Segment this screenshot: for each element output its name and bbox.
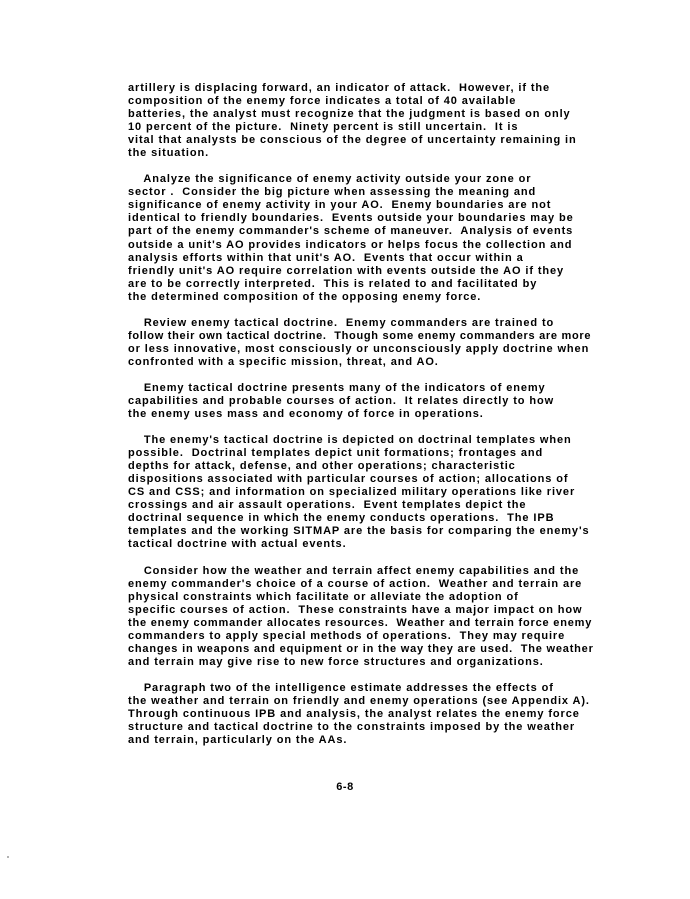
text-line: Enemy tactical doctrine presents many of the indicators of enemy bbox=[128, 381, 546, 394]
text-line: changes in weapons and equipment or in the way they are used. The weather bbox=[128, 642, 594, 655]
text-line: possible. Doctrinal templates depict unit formations; frontages and bbox=[128, 447, 544, 460]
paragraph bbox=[128, 565, 594, 669]
text-line: Paragraph two of the intelligence estimate addresses the effects of bbox=[128, 681, 554, 694]
text-line: confronted with a specific mission, threat, and AO. bbox=[128, 355, 439, 368]
text-line: identical to friendly boundaries. Events outside your boundaries may be bbox=[128, 212, 574, 225]
text-line: The enemy's tactical doctrine is depicted on doctrinal templates when bbox=[128, 434, 572, 447]
text-line: friendly unit's AO require correlation with events outside the AO if they bbox=[128, 264, 565, 277]
text-line: analysis efforts within that unit's AO. Events that occur within a bbox=[128, 251, 524, 264]
text-line: Review enemy tactical doctrine. Enemy commanders are trained to bbox=[128, 316, 555, 329]
text-line: the determined composition of the opposing enemy force. bbox=[128, 290, 482, 303]
paragraph bbox=[128, 82, 594, 160]
scan-speck bbox=[7, 856, 9, 858]
text-line: the enemy commander allocates resources. Weather and terrain force enemy bbox=[128, 616, 593, 629]
text-line: Consider how the weather and terrain affect enemy capabilities and the bbox=[128, 564, 580, 577]
text-line: commanders to apply special methods of operations. They may require bbox=[128, 629, 566, 642]
text-line: Through continuous IPB and analysis, the analyst relates the enemy force bbox=[128, 707, 580, 720]
text-line: specific courses of action. These constraints have a major impact on how bbox=[128, 603, 583, 616]
text-line: capabilities and probable courses of action. It relates directly to how bbox=[128, 394, 555, 407]
text-line: depths for attack, defense, and other operations; characteristic bbox=[128, 460, 516, 473]
paragraph bbox=[128, 382, 594, 421]
text-line: the enemy uses mass and economy of force in operations. bbox=[128, 408, 484, 421]
page-number: 6-8 bbox=[336, 781, 354, 793]
text-line: doctrinal sequence in which the enemy conducts operations. The IPB bbox=[128, 512, 555, 525]
text-line: outside a unit's AO provides indicators or helps focus the collection and bbox=[128, 238, 573, 251]
text-line: CS and CSS; and information on specialized military operations like river bbox=[128, 486, 576, 499]
text-line: and terrain may give rise to new force structures and organizations. bbox=[128, 655, 544, 668]
text-line: batteries, the analyst must recognize that the judgment is based on only bbox=[128, 108, 571, 121]
text-line: follow their own tactical doctrine. Though some enemy commanders are more bbox=[128, 329, 592, 342]
text-line: crossings and air assault operations. Event templates depict the bbox=[128, 499, 527, 512]
text-line: Analyze the significance of enemy activity outside your zone or bbox=[128, 173, 532, 186]
text-line: are to be correctly interpreted. This is related to and facilitated by bbox=[128, 277, 538, 290]
text-line: significance of enemy activity in your AO. Enemy boundaries are not bbox=[128, 199, 552, 212]
text-line: dispositions associated with particular courses of action; allocations of bbox=[128, 473, 569, 486]
text-line: and terrain, particularly on the AAs. bbox=[128, 734, 348, 747]
body-text bbox=[128, 82, 594, 760]
text-line: enemy commander's choice of a course of action. Weather and terrain are bbox=[128, 577, 583, 590]
text-line: vital that analysts be conscious of the degree of uncertainty remaining in bbox=[128, 134, 577, 147]
paragraph bbox=[128, 682, 594, 747]
text-line: tactical doctrine with actual events. bbox=[128, 538, 347, 551]
paragraph bbox=[128, 173, 594, 303]
paragraph bbox=[128, 434, 594, 551]
paragraph bbox=[128, 317, 594, 369]
text-line: structure and tactical doctrine to the constraints imposed by the weather bbox=[128, 721, 576, 734]
text-line: templates and the working SITMAP are the basis for comparing the enemy's bbox=[128, 525, 590, 538]
text-line: the situation. bbox=[128, 147, 210, 160]
text-line: or less innovative, most consciously or unconsciously apply doctrine when bbox=[128, 342, 590, 355]
text-line: physical constraints which facilitate or alleviate the adoption of bbox=[128, 590, 519, 603]
text-line: the weather and terrain on friendly and enemy operations (see Appendix A). bbox=[128, 694, 590, 707]
text-line: 10 percent of the picture. Ninety percent is still uncertain. It is bbox=[128, 121, 519, 134]
text-line: artillery is displacing forward, an indicator of attack. However, if the bbox=[128, 82, 551, 94]
text-line: composition of the enemy force indicates a total of 40 available bbox=[128, 95, 517, 108]
text-line: part of the enemy commander's scheme of maneuver. Analysis of events bbox=[128, 225, 574, 238]
text-line: sector . Consider the big picture when assessing the meaning and bbox=[128, 186, 537, 199]
